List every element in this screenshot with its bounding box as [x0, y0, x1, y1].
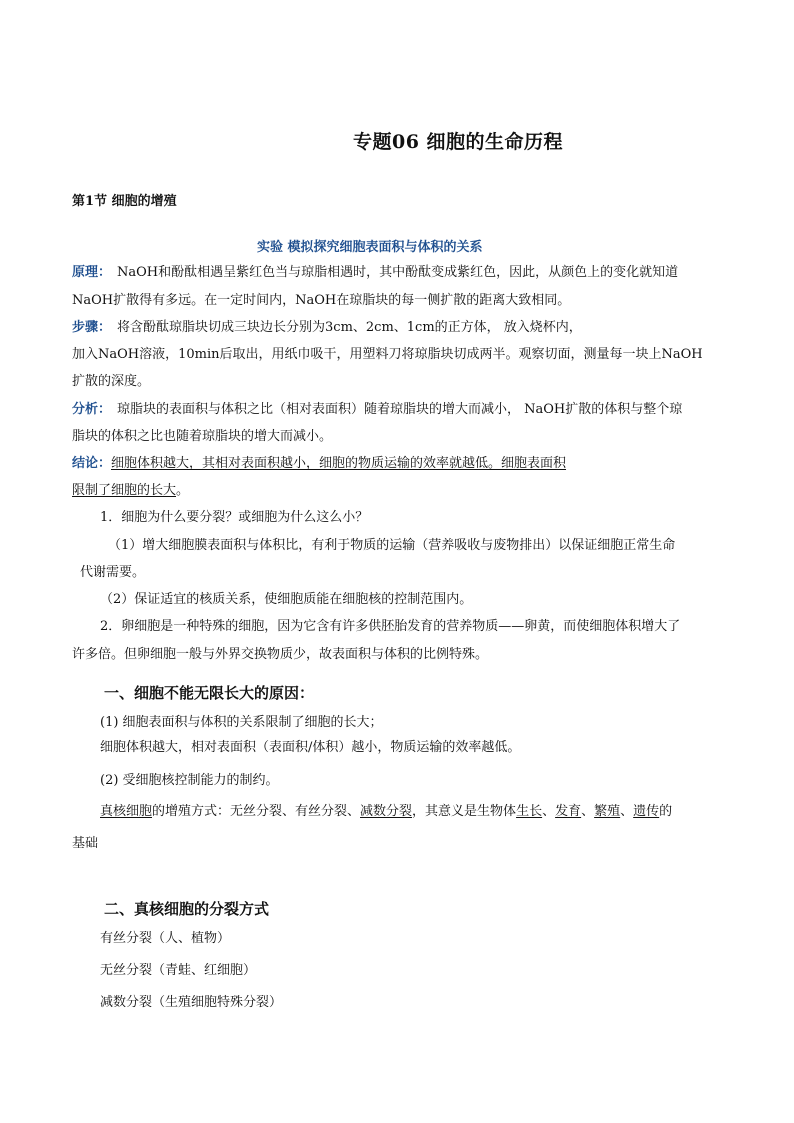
question-1: 1．细胞为什么要分裂？或细胞为什么这么小？: [100, 510, 369, 525]
answer-1-line-2: 代谢需要。: [80, 565, 146, 580]
steps-line-2: 加入NaOH溶液，10min后取出，用纸巾吸干，用塑料刀将琼脂块切成两半。观察切面，测量每一块上NaOH: [72, 347, 703, 362]
question-2-line-2: 许多倍。但卵细胞一般与外界交换物质少，故表面积与体积的比例特殊。: [72, 647, 489, 662]
analysis-text-1: 琼脂块的表面积与体积之比（相对表面积）随着琼脂块的增大而减小， NaOH扩散的体积与整个琼: [117, 402, 683, 417]
steps-label: 步骤：: [72, 320, 112, 335]
principle-line-2: NaOH扩散得有多远。在一定时间内，NaOH在琼脂块的每一侧扩散的距离大致相同。: [72, 293, 571, 308]
experiment-title: 实验 模拟探究细胞表面积与体积的关系: [257, 240, 483, 255]
principle-line-1: [72, 264, 678, 282]
reason-1-line-2: 细胞体积越大，相对表面积（表面积/体积）越小，物质运输的效率越低。: [100, 740, 521, 755]
separator-1: 、: [542, 804, 556, 819]
steps-line-3: 扩散的深度。: [72, 374, 151, 389]
steps-text-1: 将含酚酞琼脂块切成三块边长分别为3cm、2cm、1cm的正方体， 放入烧杯内，: [117, 320, 582, 335]
meiosis-term: 减数分裂: [360, 804, 413, 819]
proliferation-text-2: ，其意义是生物体: [412, 804, 517, 819]
reason-2: (2) 受细胞核控制能力的制约。: [100, 773, 279, 788]
proliferation-line-1: [100, 803, 672, 821]
steps-line-1: [72, 319, 582, 337]
division-item-2: 无丝分裂（青蛙、红细胞）: [100, 963, 257, 978]
develop-term: 发育: [555, 804, 582, 819]
division-item-1: 有丝分裂（人、植物）: [100, 931, 231, 946]
conclusion-line-2: [72, 482, 189, 500]
conclusion-line-1: [72, 455, 566, 473]
conclusion-text-1: 细胞体积越大，其相对表面积越小，细胞的物质运输的效率就越低。细胞表面积: [111, 456, 567, 471]
proliferation-text-1: 的增殖方式：无丝分裂、有丝分裂、: [152, 804, 361, 819]
analysis-line-1: [72, 401, 682, 419]
question-2-line-1: 2．卵细胞是一种特殊的细胞，因为它含有许多供胚胎发育的营养物质——卵黄，而使细胞体积增大了: [100, 619, 681, 634]
proliferation-text-3: 的: [659, 804, 673, 819]
reason-1-line-1: (1) 细胞表面积与体积的关系限制了细胞的长大；: [100, 715, 383, 730]
heredity-term: 遗传: [633, 804, 660, 819]
heading-1: 一、细胞不能无限长大的原因：: [104, 684, 315, 702]
reproduce-term: 繁殖: [594, 804, 621, 819]
separator-2: 、: [581, 804, 595, 819]
conclusion-underlined: 限制了细胞的长大: [72, 483, 177, 498]
analysis-label: 分析：: [72, 402, 112, 417]
answer-1-line-1: （1）增大细胞膜表面积与体积比，有利于物质的运输（营养吸收与废物排出）以保证细胞正常生命: [108, 538, 676, 553]
conclusion-end: 。: [176, 483, 190, 498]
conclusion-label: 结论：: [72, 456, 112, 471]
proliferation-line-2: 基础: [72, 836, 99, 851]
principle-text-1: NaOH和酚酞相遇呈紫红色当与琼脂相遇时，其中酚酞变成紫红色，因此，从颜色上的变化就知道: [117, 265, 679, 280]
analysis-line-2: 脂块的体积之比也随着琼脂块的增大而减小。: [72, 429, 333, 444]
section-heading: 第1节 细胞的增殖: [72, 194, 177, 209]
growth-term: 生长: [516, 804, 543, 819]
eukaryote-term: 真核细胞: [100, 804, 153, 819]
page-title: 专题06 细胞的生命历程: [353, 131, 564, 153]
division-item-3: 减数分裂（生殖细胞特殊分裂）: [100, 995, 283, 1010]
answer-2: （2）保证适宜的核质关系，使细胞质能在细胞核的控制范围内。: [100, 592, 473, 607]
heading-2: 二、真核细胞的分裂方式: [104, 900, 270, 918]
separator-3: 、: [620, 804, 634, 819]
principle-label: 原理：: [72, 265, 112, 280]
